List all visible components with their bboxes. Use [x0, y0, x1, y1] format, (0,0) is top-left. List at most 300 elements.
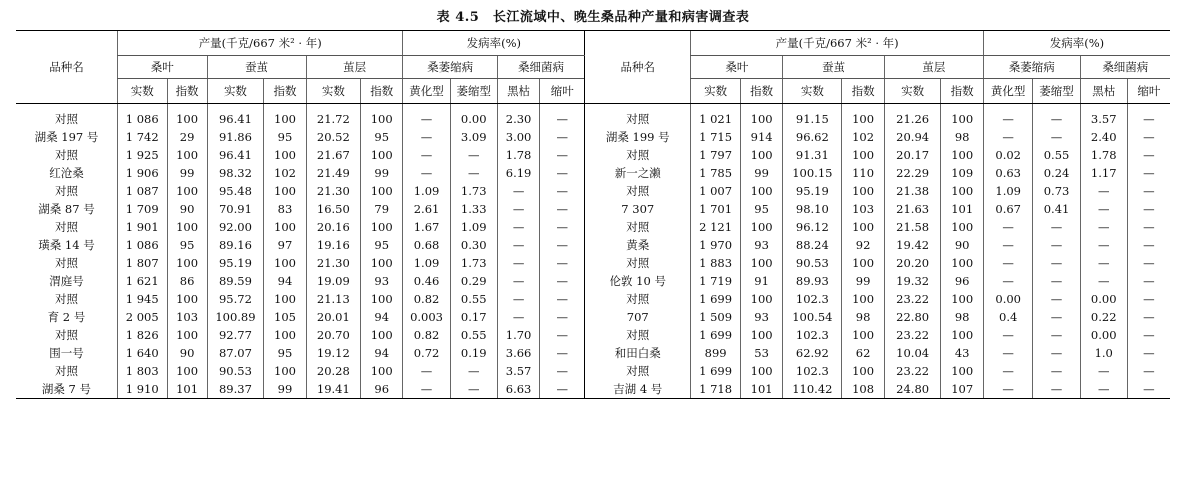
table-body [16, 104, 1170, 399]
data-cell-right: — [1080, 236, 1127, 254]
data-cell: 0.17 [450, 308, 497, 326]
data-cell-right: — [1080, 218, 1127, 236]
data-cell: 83 [264, 200, 306, 218]
col-header-yellow: 黄化型 [403, 79, 450, 104]
col-header-blight: 黑枯 [497, 79, 539, 104]
data-cell-right: 107 [941, 380, 983, 399]
data-cell: 21.49 [306, 164, 360, 182]
data-cell: 98.32 [207, 164, 264, 182]
variety-name-cell: 璜桑 14 号 [38, 238, 95, 252]
data-cell-right: — [1033, 362, 1080, 380]
col-header-blight: 黑枯 [1080, 79, 1127, 104]
data-cell: — [540, 128, 585, 146]
data-cell-right: 102.3 [783, 326, 842, 344]
data-cell-right: 100.15 [783, 164, 842, 182]
data-cell: — [497, 272, 539, 290]
data-cell-right: 19.32 [884, 272, 941, 290]
disease-header-right: 发病率(%) [983, 31, 1170, 56]
data-cell: 92.77 [207, 326, 264, 344]
data-cell-right: 1 699 [691, 290, 741, 308]
data-cell-right: 0.63 [983, 164, 1033, 182]
data-cell-right: 0.24 [1033, 164, 1080, 182]
variety-name-cell-right: 对照 [585, 104, 691, 129]
variety-name-cell: 渭庭号 [49, 274, 84, 288]
data-cell-right: — [983, 218, 1033, 236]
data-cell: 1 640 [117, 344, 167, 362]
data-cell: 95 [264, 128, 306, 146]
data-cell-right: 100 [941, 146, 983, 164]
data-cell-right: 100 [941, 182, 983, 200]
table-row [16, 200, 1170, 218]
col-header-actual: 实数 [691, 79, 741, 104]
data-cell-right: 95 [740, 200, 782, 218]
yield-header: 产量(千克/667 米² · 年) [117, 31, 402, 56]
data-cell-right: — [1033, 272, 1080, 290]
data-cell-right: 98 [941, 308, 983, 326]
data-cell: 0.29 [450, 272, 497, 290]
col-header-curl: 缩叶 [1127, 79, 1170, 104]
data-cell: — [540, 200, 585, 218]
data-cell-right: 899 [691, 344, 741, 362]
data-cell: 20.01 [306, 308, 360, 326]
data-cell-right: 914 [740, 128, 782, 146]
data-cell-right: 88.24 [783, 236, 842, 254]
data-cell-right: — [1033, 308, 1080, 326]
col-header-wilt: 萎缩型 [1033, 79, 1080, 104]
variety-name-cell: 红沧桑 [49, 166, 84, 180]
data-cell-right: 100 [740, 362, 782, 380]
variety-name-cell-right: 对照 [585, 182, 691, 200]
data-cell-right: 90 [941, 236, 983, 254]
data-cell-right: — [1080, 380, 1127, 399]
variety-header-right: 品种名 [585, 31, 691, 104]
data-cell: 90 [167, 200, 207, 218]
variety-name-cell: 湖桑 197 号 [34, 130, 99, 144]
col-header-actual: 实数 [306, 79, 360, 104]
table-row [16, 272, 1170, 290]
data-cell: 100 [167, 362, 207, 380]
data-cell-right: — [1127, 218, 1170, 236]
data-cell: 2.30 [497, 104, 539, 129]
data-cell-right: 1.78 [1080, 146, 1127, 164]
data-cell-right: 0.73 [1033, 182, 1080, 200]
data-cell: 1.70 [497, 326, 539, 344]
variety-name-cell: 对照 [54, 220, 78, 234]
data-cell-right: 110.42 [783, 380, 842, 399]
data-cell-right: 0.22 [1080, 308, 1127, 326]
data-cell-right: 53 [740, 344, 782, 362]
data-cell: 100 [264, 290, 306, 308]
data-cell: 19.12 [306, 344, 360, 362]
data-cell-right: 62.92 [783, 344, 842, 362]
data-cell: 1.78 [497, 146, 539, 164]
data-cell-right: 100.54 [783, 308, 842, 326]
data-cell: 1.09 [403, 182, 450, 200]
data-cell: — [540, 344, 585, 362]
data-cell: 100 [360, 254, 402, 272]
data-cell: 94 [360, 344, 402, 362]
variety-name-cell: 对照 [54, 112, 78, 126]
variety-name-cell: 对照 [54, 292, 78, 306]
data-cell: 95.48 [207, 182, 264, 200]
data-cell: 20.52 [306, 128, 360, 146]
data-cell-right: 101 [941, 200, 983, 218]
data-cell: 100 [360, 182, 402, 200]
data-cell: 99 [360, 164, 402, 182]
data-cell: 21.30 [306, 254, 360, 272]
data-cell-right: 23.22 [884, 326, 941, 344]
table-row [16, 236, 1170, 254]
data-cell: 1 742 [117, 128, 167, 146]
data-cell-right: 99 [740, 164, 782, 182]
variety-name-cell-right: 新一之濑 [585, 164, 691, 182]
col-header-actual: 实数 [207, 79, 264, 104]
bacterial-disease-header: 桑细菌病 [497, 56, 584, 79]
data-cell-right: 100 [842, 362, 884, 380]
data-cell-right: — [1033, 326, 1080, 344]
variety-name-cell: 育 2 号 [47, 310, 86, 324]
data-cell: 6.63 [497, 380, 539, 399]
table-row [16, 308, 1170, 326]
data-cell-right: 0.67 [983, 200, 1033, 218]
data-cell-right: 100 [842, 104, 884, 129]
variety-name-cell-right: 对照 [585, 254, 691, 272]
data-cell: 99 [167, 164, 207, 182]
col-header-wilt: 萎缩型 [450, 79, 497, 104]
data-cell-right: 100 [740, 104, 782, 129]
data-cell-right: 100 [740, 254, 782, 272]
data-cell: — [540, 218, 585, 236]
data-cell-right: — [1127, 254, 1170, 272]
data-cell: — [403, 128, 450, 146]
table-row [16, 326, 1170, 344]
data-cell: 20.16 [306, 218, 360, 236]
cocoon-header-right: 蚕茧 [783, 56, 884, 79]
data-cell: — [497, 290, 539, 308]
data-cell-right: 21.63 [884, 200, 941, 218]
data-cell: — [450, 146, 497, 164]
data-cell: 20.70 [306, 326, 360, 344]
data-cell: 0.00 [450, 104, 497, 129]
table-title: 表 4.5 长江流域中、晚生桑品种产量和病害调查表 [436, 10, 750, 25]
data-cell: 1 709 [117, 200, 167, 218]
data-cell: 100 [167, 104, 207, 129]
data-cell: 100 [167, 254, 207, 272]
data-cell-right: — [1127, 362, 1170, 380]
data-cell-right: — [1033, 380, 1080, 399]
data-cell-right: — [1080, 182, 1127, 200]
data-cell-right: 3.57 [1080, 104, 1127, 129]
data-cell: 19.09 [306, 272, 360, 290]
data-cell-right: 1 021 [691, 104, 741, 129]
data-cell-right: — [1033, 290, 1080, 308]
data-cell: 94 [264, 272, 306, 290]
data-cell-right: 21.38 [884, 182, 941, 200]
data-cell: 95.19 [207, 254, 264, 272]
table-row [16, 128, 1170, 146]
data-cell-right: 10.04 [884, 344, 941, 362]
data-cell: 1.73 [450, 254, 497, 272]
data-cell: 1 086 [117, 104, 167, 129]
data-cell: 90.53 [207, 362, 264, 380]
data-cell-right: 109 [941, 164, 983, 182]
data-cell-right: 98 [941, 128, 983, 146]
data-cell: 100 [360, 362, 402, 380]
data-cell: 1 807 [117, 254, 167, 272]
data-cell-right: 100 [842, 290, 884, 308]
data-cell-right: 22.80 [884, 308, 941, 326]
data-cell-right: 91.15 [783, 104, 842, 129]
data-cell-right: 100 [941, 326, 983, 344]
table-row [16, 104, 1170, 129]
data-cell: 1 087 [117, 182, 167, 200]
data-cell: — [497, 236, 539, 254]
data-cell: 105 [264, 308, 306, 326]
data-cell-right: — [1080, 272, 1127, 290]
data-cell-right: 102.3 [783, 290, 842, 308]
data-cell-right: 1.0 [1080, 344, 1127, 362]
table-row [16, 164, 1170, 182]
table-row [16, 290, 1170, 308]
data-cell: 0.55 [450, 326, 497, 344]
data-cell: — [450, 380, 497, 399]
data-cell: 1.33 [450, 200, 497, 218]
data-cell: 90 [167, 344, 207, 362]
data-cell-right: — [1033, 128, 1080, 146]
data-cell: 1.09 [403, 254, 450, 272]
variety-name-cell: 湖桑 7 号 [16, 380, 117, 399]
data-cell-right: 103 [842, 200, 884, 218]
cocoon-header: 蚕茧 [207, 56, 306, 79]
data-cell: 3.00 [497, 128, 539, 146]
bacterial-disease-header-right: 桑细菌病 [1080, 56, 1170, 79]
col-header-index: 指数 [360, 79, 402, 104]
data-cell-right: — [983, 272, 1033, 290]
data-cell-right: 1.09 [983, 182, 1033, 200]
table-wrapper [16, 30, 1170, 399]
data-cell: 93 [360, 272, 402, 290]
data-cell: 0.82 [403, 290, 450, 308]
data-cell-right: 0.55 [1033, 146, 1080, 164]
data-cell: 70.91 [207, 200, 264, 218]
data-cell-right: 24.80 [884, 380, 941, 399]
data-cell: — [497, 218, 539, 236]
data-cell: 89.37 [207, 380, 264, 399]
table-row [16, 254, 1170, 272]
data-cell: 29 [167, 128, 207, 146]
data-cell: 21.30 [306, 182, 360, 200]
variety-name-cell-right: 对照 [585, 146, 691, 164]
data-cell-right: 100 [941, 218, 983, 236]
data-cell-right: 1 699 [691, 326, 741, 344]
data-cell-right: 100 [941, 104, 983, 129]
data-cell-right: 100 [842, 182, 884, 200]
data-cell-right: 1 785 [691, 164, 741, 182]
data-cell: 21.72 [306, 104, 360, 129]
data-cell-right: 20.20 [884, 254, 941, 272]
variety-name-cell-right: 湖桑 199 号 [585, 128, 691, 146]
data-cell: 91.86 [207, 128, 264, 146]
data-cell-right: 1 007 [691, 182, 741, 200]
data-cell: 96 [360, 380, 402, 399]
table-row [16, 182, 1170, 200]
data-cell-right: 91.31 [783, 146, 842, 164]
data-cell: 92.00 [207, 218, 264, 236]
data-cell: 0.003 [403, 308, 450, 326]
data-cell: 100 [360, 146, 402, 164]
data-cell: 3.66 [497, 344, 539, 362]
data-cell-right: — [1033, 344, 1080, 362]
layer-header: 茧层 [306, 56, 403, 79]
variety-name-cell-right: 对照 [585, 326, 691, 344]
leaf-header-right: 桑叶 [691, 56, 783, 79]
data-cell-right: — [1127, 164, 1170, 182]
data-cell-right: 100 [941, 254, 983, 272]
data-cell: 0.46 [403, 272, 450, 290]
data-cell: 19.16 [306, 236, 360, 254]
data-cell-right: — [1127, 308, 1170, 326]
data-cell: 2.61 [403, 200, 450, 218]
data-cell: 21.67 [306, 146, 360, 164]
data-cell: 100 [360, 326, 402, 344]
data-cell: 100 [264, 218, 306, 236]
data-cell: 1 086 [117, 236, 167, 254]
yield-disease-table [16, 30, 1170, 399]
data-cell-right: 2 121 [691, 218, 741, 236]
data-cell: 100 [360, 218, 402, 236]
data-cell: — [450, 362, 497, 380]
data-cell: 1.73 [450, 182, 497, 200]
table-row [16, 146, 1170, 164]
data-cell-right: — [1080, 200, 1127, 218]
data-cell-right: 1 883 [691, 254, 741, 272]
col-header-curl: 缩叶 [540, 79, 585, 104]
variety-name-cell: 对照 [54, 256, 78, 270]
data-cell-right: — [983, 380, 1033, 399]
data-cell-right: 91 [740, 272, 782, 290]
col-header-yellow: 黄化型 [983, 79, 1033, 104]
data-cell-right: — [983, 104, 1033, 129]
variety-name-cell-right: 707 [585, 308, 691, 326]
data-cell-right: — [1127, 146, 1170, 164]
data-cell-right: 100 [941, 290, 983, 308]
variety-name-cell: 对照 [54, 364, 78, 378]
data-cell-right: 102 [842, 128, 884, 146]
data-cell-right: 19.42 [884, 236, 941, 254]
data-cell-right: 1 797 [691, 146, 741, 164]
data-cell-right: 1 701 [691, 200, 741, 218]
data-cell-right: 90.53 [783, 254, 842, 272]
disease-header: 发病率(%) [403, 31, 585, 56]
data-cell: 0.55 [450, 290, 497, 308]
data-cell: 96.41 [207, 146, 264, 164]
data-cell: 100 [264, 326, 306, 344]
col-header-index: 指数 [842, 79, 884, 104]
data-cell-right: — [983, 236, 1033, 254]
data-cell-right: 96.12 [783, 218, 842, 236]
variety-name-cell: 湖桑 87 号 [38, 202, 95, 216]
data-cell-right: — [1127, 290, 1170, 308]
variety-name-cell-right: 对照 [585, 290, 691, 308]
data-cell: — [540, 146, 585, 164]
data-cell-right: — [1033, 218, 1080, 236]
leaf-header: 桑叶 [117, 56, 207, 79]
data-cell: — [540, 254, 585, 272]
data-cell: 0.68 [403, 236, 450, 254]
data-cell: 100.89 [207, 308, 264, 326]
data-cell-right: 22.29 [884, 164, 941, 182]
data-cell: — [540, 182, 585, 200]
data-cell-right: 0.4 [983, 308, 1033, 326]
shrink-disease-header: 桑萎缩病 [403, 56, 497, 79]
data-cell-right: 0.02 [983, 146, 1033, 164]
data-cell-right: 62 [842, 344, 884, 362]
data-cell: 79 [360, 200, 402, 218]
data-cell: 1.67 [403, 218, 450, 236]
data-cell: — [540, 236, 585, 254]
data-cell-right: — [1080, 254, 1127, 272]
data-cell: 16.50 [306, 200, 360, 218]
data-cell-right: 0.00 [983, 290, 1033, 308]
data-cell-right: 23.22 [884, 362, 941, 380]
data-cell: — [540, 272, 585, 290]
data-cell-right: 110 [842, 164, 884, 182]
data-cell: 97 [264, 236, 306, 254]
data-cell: — [540, 164, 585, 182]
data-cell: — [497, 200, 539, 218]
data-cell-right: 98.10 [783, 200, 842, 218]
data-cell-right: 93 [740, 308, 782, 326]
data-cell: 89.16 [207, 236, 264, 254]
data-cell-right: 1 719 [691, 272, 741, 290]
data-cell-right: — [1127, 344, 1170, 362]
data-cell-right: 100 [941, 362, 983, 380]
variety-name-cell-right: 吉湖 4 号 [585, 380, 691, 399]
data-cell: 1 945 [117, 290, 167, 308]
data-cell-right: — [983, 128, 1033, 146]
data-cell: — [540, 290, 585, 308]
data-cell: — [540, 104, 585, 129]
variety-name-cell-right: 对照 [585, 218, 691, 236]
data-cell-right: 100 [740, 146, 782, 164]
data-cell: 0.82 [403, 326, 450, 344]
col-header-index: 指数 [264, 79, 306, 104]
data-cell: 95 [264, 344, 306, 362]
data-cell-right: — [1033, 254, 1080, 272]
variety-name-cell-right: 7 307 [585, 200, 691, 218]
data-cell: 87.07 [207, 344, 264, 362]
col-header-actual: 实数 [884, 79, 941, 104]
data-cell: 3.09 [450, 128, 497, 146]
data-cell: — [540, 308, 585, 326]
data-cell-right: 100 [740, 218, 782, 236]
data-cell: 86 [167, 272, 207, 290]
data-cell-right: 100 [740, 326, 782, 344]
variety-name-cell-right: 对照 [585, 362, 691, 380]
data-cell-right: 21.58 [884, 218, 941, 236]
data-cell-right: 100 [740, 290, 782, 308]
col-header-index: 指数 [941, 79, 983, 104]
data-cell: 100 [360, 290, 402, 308]
data-cell: — [540, 326, 585, 344]
col-header-index: 指数 [167, 79, 207, 104]
data-cell: 1 826 [117, 326, 167, 344]
data-cell-right: 89.93 [783, 272, 842, 290]
yield-header-right: 产量(千克/667 米² · 年) [691, 31, 984, 56]
data-cell: 6.19 [497, 164, 539, 182]
data-cell: 95 [360, 236, 402, 254]
data-cell-right: — [1127, 326, 1170, 344]
